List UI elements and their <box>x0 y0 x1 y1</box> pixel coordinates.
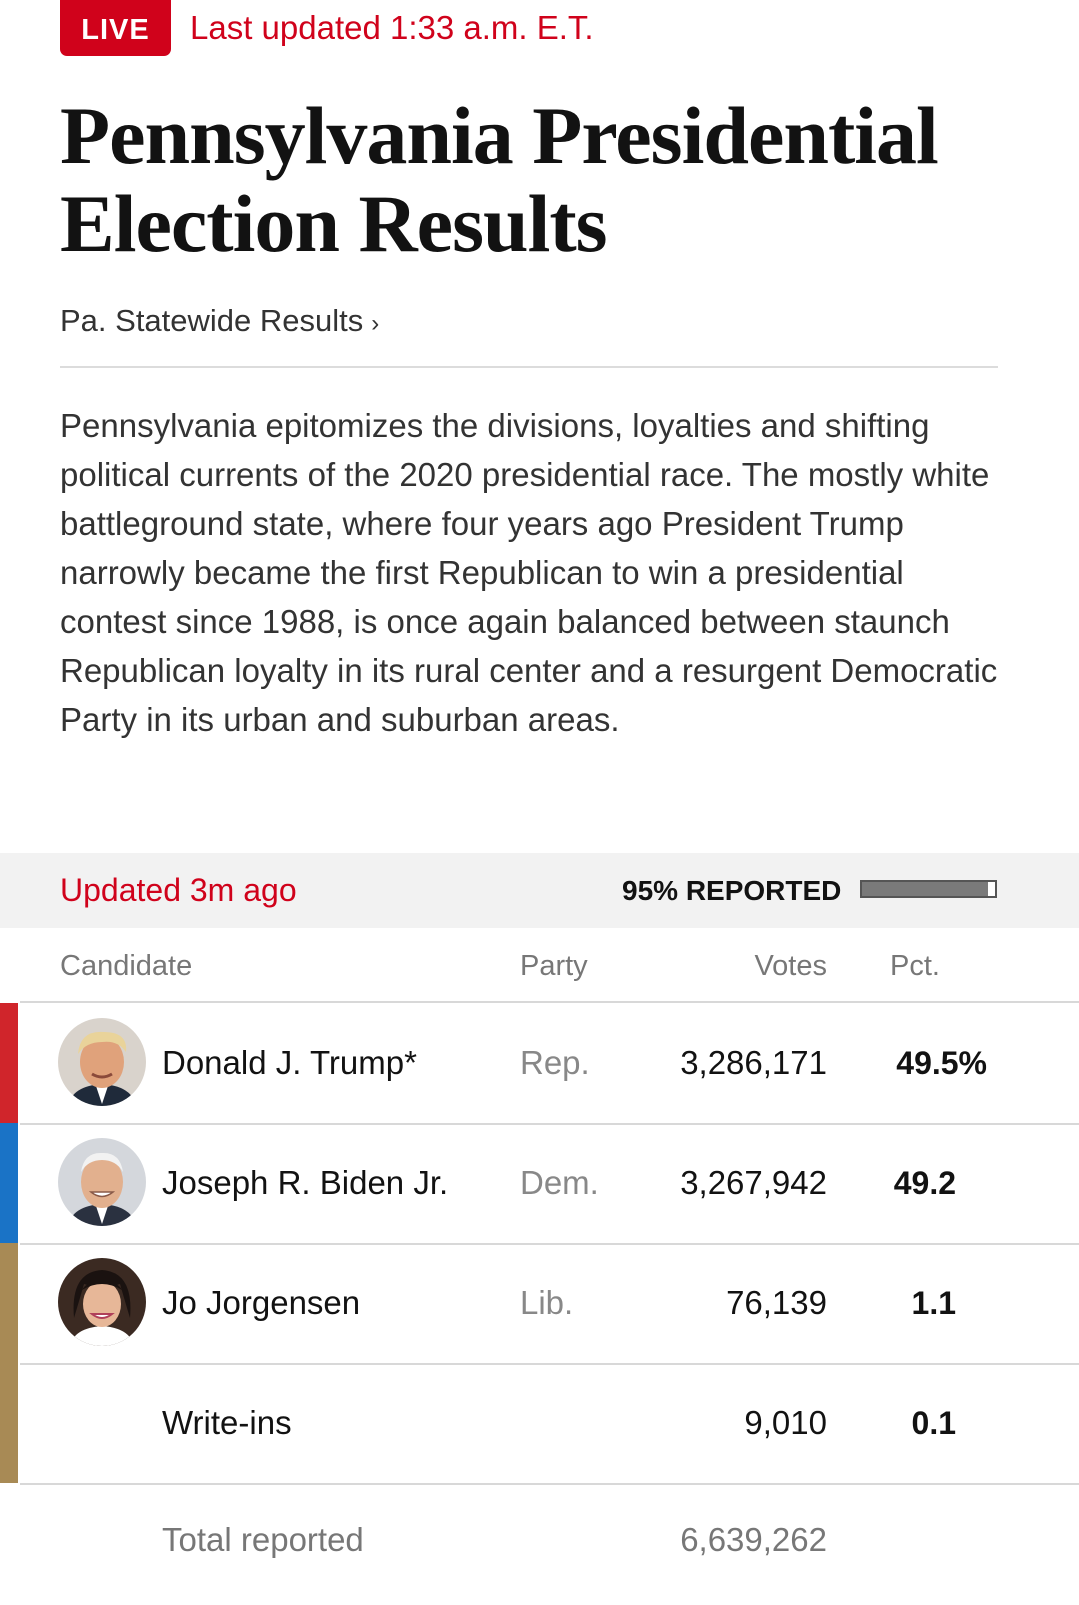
column-header-party: Party <box>520 950 588 982</box>
reporting-progress-bar <box>860 880 997 898</box>
candidate-name: Write-ins <box>162 1404 292 1441</box>
reporting-progress-fill <box>862 882 988 896</box>
divider <box>60 366 998 368</box>
live-badge: LIVE <box>60 0 171 56</box>
column-header-pct: Pct. <box>890 950 940 982</box>
updated-ago-text: Updated 3m ago <box>60 872 297 908</box>
table-row <box>0 1003 1079 1123</box>
candidate-name: Joseph R. Biden Jr. <box>162 1164 449 1201</box>
candidate-pct: 49.5% <box>896 1044 987 1081</box>
party-color-stripe <box>0 1003 18 1123</box>
candidate-pct: 0.1 <box>911 1404 956 1441</box>
candidate-party: Rep. <box>520 1044 590 1081</box>
table-row <box>0 1243 1079 1363</box>
party-color-stripe <box>0 1123 18 1243</box>
column-header-candidate: Candidate <box>60 950 193 982</box>
candidate-party: Dem. <box>520 1164 599 1201</box>
intro-paragraph: Pennsylvania epitomizes the divisions, loyalties and shifting political currents of the 2020 presidential race. The mostly white battleground state, where four years ago President Trump narrowly became the first Republican to win a presidential contest since 1988, is once again balanced between staunch Republican loyalty in its rural center and a resurgent Democratic Party in its urban and suburban areas. <box>60 407 998 738</box>
table-row <box>0 1123 1079 1243</box>
table-row <box>0 1363 1079 1483</box>
statewide-results-label: Pa. Statewide Results <box>60 303 364 338</box>
avatar <box>58 1138 146 1226</box>
candidate-votes: 9,010 <box>744 1404 827 1441</box>
party-color-stripe <box>0 1243 18 1363</box>
chevron-right-icon: › <box>371 310 380 337</box>
total-label: Total reported <box>162 1521 364 1558</box>
last-updated-text: Last updated 1:33 a.m. E.T. <box>190 9 594 46</box>
total-votes: 6,639,262 <box>680 1521 827 1558</box>
candidate-party: Lib. <box>520 1284 574 1321</box>
candidate-votes: 76,139 <box>726 1284 827 1321</box>
candidate-votes: 3,286,171 <box>680 1044 827 1081</box>
column-header-votes: Votes <box>754 950 827 982</box>
results-status-bar <box>0 853 1079 928</box>
candidate-votes: 3,267,942 <box>680 1164 827 1201</box>
reported-label: 95% REPORTED <box>622 874 842 906</box>
avatar <box>58 1018 146 1106</box>
candidate-name: Donald J. Trump* <box>162 1044 417 1081</box>
party-color-stripe <box>0 1363 18 1483</box>
candidate-pct: 49.2 <box>893 1164 956 1201</box>
candidate-name: Jo Jorgensen <box>162 1284 361 1321</box>
candidate-pct: 1.1 <box>911 1284 956 1321</box>
avatar <box>58 1258 146 1346</box>
statewide-results-link[interactable] <box>60 303 379 339</box>
page-title: Pennsylvania Presidential Election Results <box>60 90 938 269</box>
total-row <box>0 1485 1079 1605</box>
